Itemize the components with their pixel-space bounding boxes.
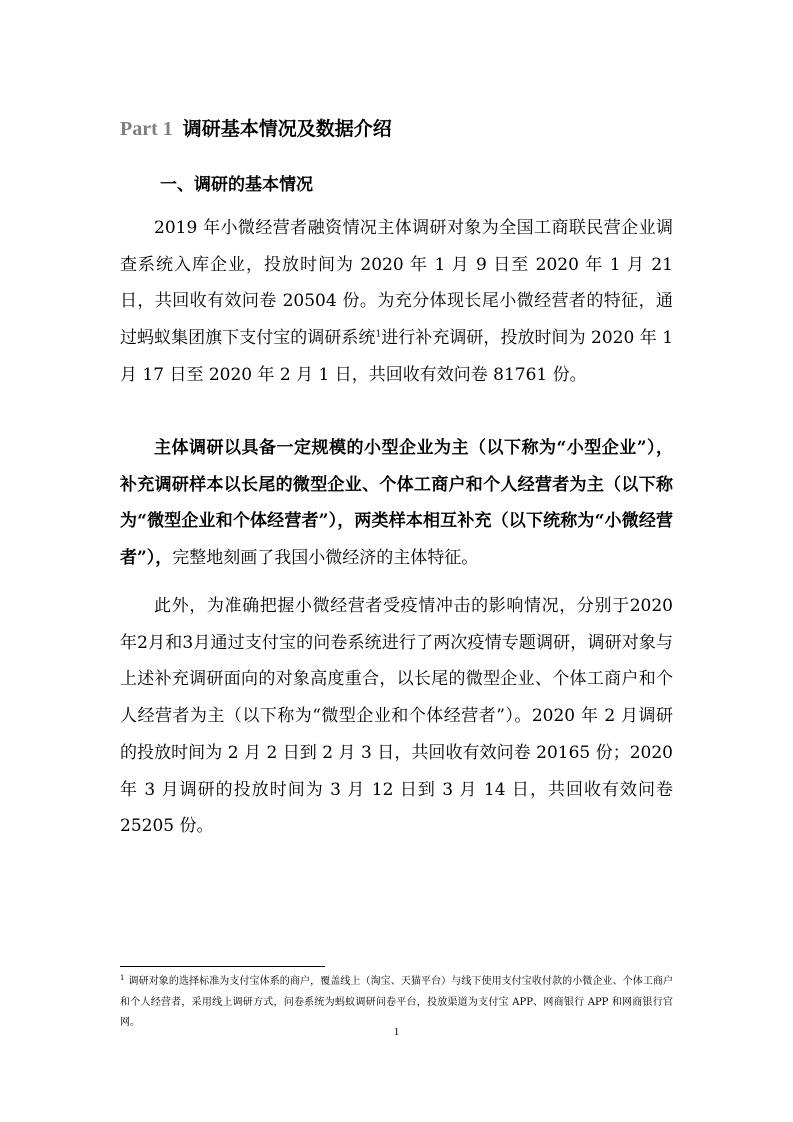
footnote [120, 972, 673, 1034]
paragraph-sample-definition [120, 430, 673, 577]
paragraph-epidemic-surveys: 此外，为准确把握小微经营者受疫情冲击的影响情况，分别于2020年2月和3月通过支付宝的问卷系统进行了两次疫情专题调研，调研对象与上述补充调研面向的对象高度重合，以长尾的微型企业、个体工商户和个人经营者为主（以下称为“微型企业和个体经营者”）。2020 年 2 月调研的投放时间为 2 月 2 日到 2 月 3 日，共回收有效问卷 20165 份；2020 年 3 月调研的投放时间为 3 月 12 日到 3 月 14 日，共回收有效问卷 25205 份。 [120, 596, 673, 837]
footnote-marker: 1 [120, 973, 125, 982]
page-number: 1 [393, 1026, 400, 1038]
part-title: 调研基本情况及数据介绍 [182, 118, 392, 140]
part-heading [120, 114, 392, 141]
paragraph-survey-overview [120, 210, 673, 394]
paragraph-1-text-a: 2019 年小微经营者融资情况主体调研对象为全国工商联民营企业调查系统入库企业，投放时间为 2020 年 1 月 9 日至 2020 年 1 月 21 日，共回收有效问卷 20504 份。为充分体现长尾小微经营者的特征，通过蚂蚁集团旗下支付宝的调研系统 [120, 218, 673, 349]
part-label: Part 1 [120, 118, 173, 140]
paragraph-2-text: 完整地刻画了我国小微经济的主体特征。 [172, 548, 479, 569]
footnote-divider [120, 966, 325, 967]
footnote-text: 调研对象的选择标准为支付宝体系的商户，覆盖线上（淘宝、天猫平台）与线下使用支付宝收付款的小微企业、个体工商户和个人经营者，采用线上调研方式，问卷系统为蚂蚁调研问卷平台，投放渠道为支付宝 APP、网商银行 APP 和网商银行官网。 [120, 976, 673, 1028]
paragraph-2-bold-text: 主体调研以具备一定规模的小型企业为主（以下称为“小型企业”），补充调研样本以长尾的微型企业、个体工商户和个人经营者为主（以下称为“微型企业和个体经营者”），两类样本相互补充（以下统称为“小微经营者”）， [120, 438, 673, 569]
section-heading: 一、调研的基本情况 [160, 175, 313, 195]
paragraph-1-text-b: 进行补充调研，投放时间为 2020 年 1 月 17 日至 2020 年 2 月 1 日，共回收有效问卷 81761 份。 [120, 328, 674, 385]
footnote-reference[interactable]: 1 [375, 329, 382, 340]
